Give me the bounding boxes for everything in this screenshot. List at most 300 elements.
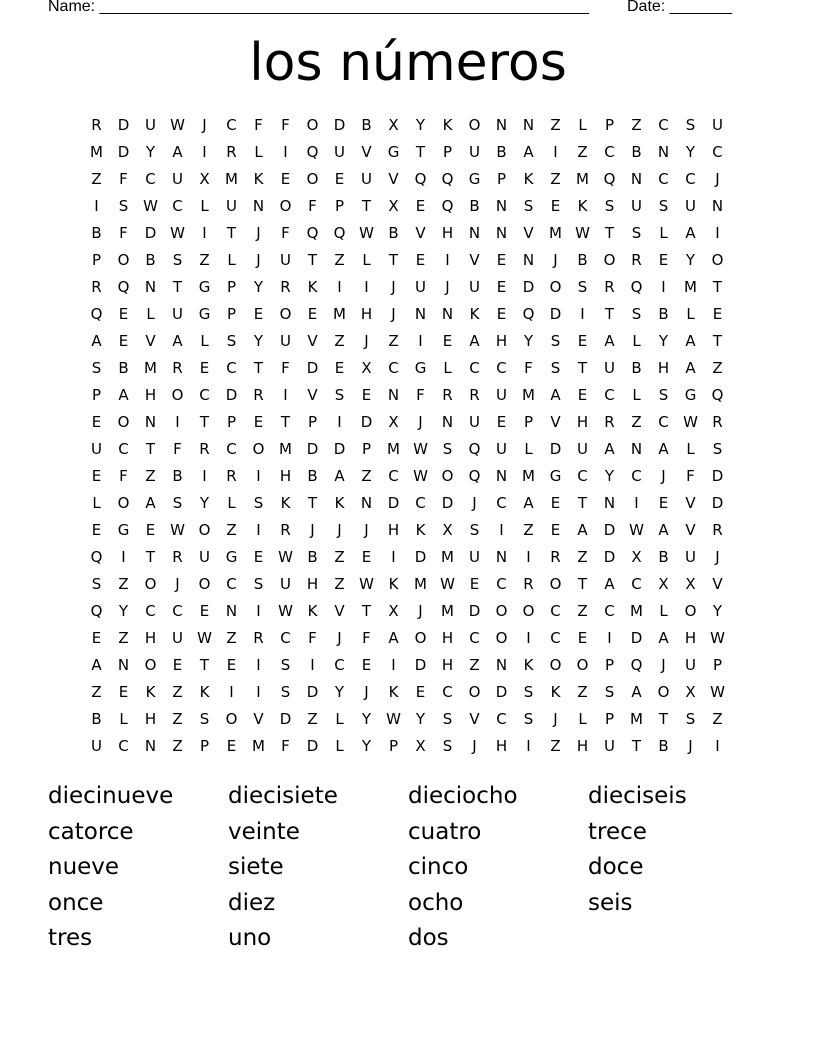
grid-letter: W (413, 440, 428, 458)
grid-letter: N (441, 305, 454, 323)
grid-letter: C (415, 494, 426, 512)
grid-letter: J (202, 116, 207, 134)
grid-letter: T (361, 197, 372, 215)
grid-letter: T (604, 224, 615, 242)
grid-letter: S (550, 332, 561, 350)
grid-letter: Y (658, 332, 669, 350)
grid-letter: J (391, 305, 396, 323)
grid-letter: E (91, 629, 102, 647)
word-list-item: once (48, 889, 104, 916)
grid-letter: Y (604, 467, 615, 485)
grid-letter: Z (334, 575, 345, 593)
grid-letter: T (577, 575, 588, 593)
grid-letter: E (199, 602, 210, 620)
grid-letter: M (441, 602, 454, 620)
grid-letter: O (468, 683, 481, 701)
grid-letter: B (658, 548, 669, 566)
grid-letter: W (197, 629, 212, 647)
grid-letter: F (119, 467, 128, 485)
grid-letter: R (280, 278, 291, 296)
grid-letter: J (418, 413, 423, 431)
grid-letter: E (361, 386, 372, 404)
grid-letter: S (604, 197, 615, 215)
grid-letter: I (256, 521, 261, 539)
grid-letter: P (604, 116, 615, 134)
grid-letter: N (441, 413, 454, 431)
grid-letter: W (683, 413, 698, 431)
word-list (48, 779, 768, 957)
grid-letter: L (578, 116, 587, 134)
grid-letter: Z (469, 656, 480, 674)
grid-letter: A (658, 521, 669, 539)
grid-letter: P (199, 737, 210, 755)
grid-letter: F (281, 737, 290, 755)
grid-row (83, 355, 731, 382)
grid-letter: D (549, 305, 562, 323)
grid-row (83, 193, 731, 220)
grid-letter: S (91, 359, 102, 377)
grid-letter: I (526, 737, 531, 755)
grid-letter: I (526, 629, 531, 647)
grid-letter: V (145, 332, 156, 350)
grid-letter: G (684, 386, 697, 404)
grid-letter: L (632, 332, 641, 350)
grid-letter: E (334, 359, 345, 377)
grid-letter: R (442, 386, 453, 404)
grid-letter: D (306, 440, 319, 458)
grid-letter: A (577, 521, 588, 539)
grid-letter: M (387, 440, 400, 458)
grid-letter: O (495, 602, 508, 620)
grid-letter: K (388, 575, 399, 593)
grid-letter: U (577, 440, 588, 458)
grid-letter: O (468, 116, 481, 134)
grid-letter: T (172, 278, 183, 296)
grid-letter: U (334, 143, 345, 161)
grid-letter: Z (631, 116, 642, 134)
grid-letter: E (334, 170, 345, 188)
word-list-item: cuatro (408, 818, 482, 845)
grid-letter: M (225, 170, 238, 188)
grid-letter: S (523, 197, 534, 215)
grid-letter: H (495, 737, 508, 755)
grid-letter: S (550, 359, 561, 377)
grid-letter: U (631, 197, 642, 215)
grid-letter: N (225, 602, 238, 620)
grid-letter: H (576, 737, 589, 755)
grid-letter: A (550, 386, 561, 404)
grid-letter: A (523, 494, 534, 512)
grid-letter: C (577, 467, 588, 485)
grid-letter: U (712, 116, 723, 134)
grid-letter: D (306, 683, 319, 701)
grid-letter: E (658, 494, 669, 512)
grid-letter: O (117, 251, 130, 269)
grid-letter: C (199, 386, 210, 404)
word-list-item: veinte (228, 818, 300, 845)
grid-letter: K (577, 197, 588, 215)
grid-letter: M (252, 737, 265, 755)
grid-letter: Z (307, 710, 318, 728)
grid-letter: T (388, 251, 399, 269)
grid-letter: N (522, 116, 535, 134)
grid-letter: D (711, 467, 724, 485)
grid-letter: I (256, 656, 261, 674)
grid-letter: U (604, 359, 615, 377)
grid-letter: U (91, 737, 102, 755)
grid-letter: O (252, 440, 265, 458)
grid-letter: W (710, 629, 725, 647)
grid-letter: F (119, 170, 128, 188)
grid-letter: D (333, 440, 346, 458)
grid-letter: J (364, 683, 369, 701)
grid-letter: C (226, 575, 237, 593)
name-field[interactable]: Name: _______________________________________________________ (48, 0, 589, 15)
grid-letter: Q (603, 170, 616, 188)
grid-letter: T (577, 359, 588, 377)
grid-letter: Q (441, 170, 454, 188)
grid-letter: B (469, 197, 480, 215)
grid-letter: T (658, 710, 669, 728)
grid-letter: Z (118, 629, 129, 647)
grid-letter: D (630, 629, 643, 647)
date-field[interactable]: Date: _______ (627, 0, 732, 15)
grid-letter: E (550, 494, 561, 512)
grid-letter: Z (712, 710, 723, 728)
grid-letter: Q (90, 602, 103, 620)
grid-letter: M (414, 575, 427, 593)
grid-letter: P (442, 143, 453, 161)
grid-letter: D (117, 116, 130, 134)
grid-letter: W (386, 710, 401, 728)
grid-letter: G (225, 548, 238, 566)
grid-letter: Y (712, 602, 723, 620)
grid-letter: I (229, 683, 234, 701)
grid-letter: A (658, 440, 669, 458)
grid-letter: J (337, 521, 342, 539)
grid-letter: N (495, 197, 508, 215)
grid-letter: E (577, 629, 588, 647)
grid-letter: J (715, 170, 720, 188)
grid-letter: U (469, 143, 480, 161)
grid-letter: V (550, 413, 561, 431)
grid-letter: W (278, 548, 293, 566)
grid-letter: C (604, 386, 615, 404)
grid-letter: U (226, 197, 237, 215)
grid-letter: V (523, 224, 534, 242)
grid-letter: T (307, 251, 318, 269)
grid-letter: T (145, 548, 156, 566)
grid-letter: I (256, 467, 261, 485)
grid-letter: C (604, 602, 615, 620)
grid-letter: S (658, 386, 669, 404)
grid-letter: M (549, 224, 562, 242)
grid-letter: N (630, 440, 643, 458)
grid-letter: X (685, 683, 696, 701)
grid-letter: S (334, 386, 345, 404)
grid-letter: U (91, 440, 102, 458)
grid-letter: L (146, 305, 155, 323)
word-list-item: uno (228, 925, 272, 952)
grid-letter: D (495, 683, 508, 701)
grid-letter: B (577, 251, 588, 269)
grid-letter: V (685, 521, 696, 539)
grid-letter: U (145, 116, 156, 134)
grid-letter: S (280, 683, 291, 701)
grid-letter: T (577, 494, 588, 512)
grid-letter: Y (145, 143, 156, 161)
grid-letter: B (145, 251, 156, 269)
grid-letter: O (495, 629, 508, 647)
grid-letter: L (443, 359, 452, 377)
grid-letter: A (91, 332, 102, 350)
grid-letter: J (175, 575, 180, 593)
grid-letter: O (279, 197, 292, 215)
grid-letter: Z (172, 683, 183, 701)
grid-letter: I (337, 413, 342, 431)
grid-letter: G (198, 278, 211, 296)
grid-letter: E (496, 251, 507, 269)
grid-letter: Z (226, 629, 237, 647)
grid-letter: P (226, 305, 237, 323)
grid-letter: O (549, 656, 562, 674)
grid-letter: S (577, 278, 588, 296)
grid-letter: W (575, 224, 590, 242)
grid-letter: O (414, 629, 427, 647)
grid-letter: J (445, 278, 450, 296)
grid-letter: E (172, 656, 183, 674)
grid-letter: O (306, 116, 319, 134)
grid-letter: C (631, 467, 642, 485)
grid-letter: G (549, 467, 562, 485)
grid-letter: Y (199, 494, 210, 512)
grid-letter: C (442, 683, 453, 701)
grid-letter: P (712, 656, 723, 674)
grid-letter: U (280, 332, 291, 350)
grid-letter: U (469, 278, 480, 296)
grid-letter: A (388, 629, 399, 647)
grid-letter: E (118, 683, 129, 701)
grid-letter: X (442, 521, 453, 539)
grid-letter: G (117, 521, 130, 539)
grid-letter: Q (630, 656, 643, 674)
grid-letter: A (631, 683, 642, 701)
grid-letter: E (145, 521, 156, 539)
grid-letter: T (712, 278, 723, 296)
grid-letter: R (712, 521, 723, 539)
word-list-item: cinco (408, 854, 469, 881)
grid-letter: U (361, 170, 372, 188)
grid-row (83, 463, 731, 490)
grid-letter: B (631, 143, 642, 161)
grid-letter: C (334, 656, 345, 674)
grid-letter: J (688, 737, 693, 755)
grid-letter: W (359, 575, 374, 593)
grid-letter: A (685, 332, 696, 350)
letter-grid (83, 112, 731, 760)
grid-letter: R (172, 359, 183, 377)
grid-letter: M (630, 602, 643, 620)
grid-letter: D (387, 494, 400, 512)
grid-letter: L (200, 332, 209, 350)
grid-letter: E (496, 413, 507, 431)
grid-letter: P (226, 413, 237, 431)
grid-letter: M (144, 359, 157, 377)
grid-letter: W (629, 521, 644, 539)
grid-letter: O (117, 413, 130, 431)
grid-letter: I (283, 143, 288, 161)
grid-letter: U (172, 629, 183, 647)
grid-letter: K (280, 494, 291, 512)
grid-letter: U (280, 251, 291, 269)
grid-letter: W (359, 224, 374, 242)
grid-letter: D (144, 224, 157, 242)
grid-row (83, 274, 731, 301)
grid-letter: F (686, 467, 695, 485)
grid-letter: R (253, 629, 264, 647)
grid-letter: W (710, 683, 725, 701)
grid-letter: C (388, 467, 399, 485)
grid-row (83, 598, 731, 625)
grid-letter: Q (414, 170, 427, 188)
word-list-item: catorce (48, 818, 134, 845)
grid-letter: N (360, 494, 373, 512)
grid-letter: U (685, 548, 696, 566)
grid-letter: U (685, 197, 696, 215)
grid-letter: O (549, 575, 562, 593)
grid-letter: T (253, 359, 264, 377)
grid-letter: P (91, 386, 102, 404)
grid-letter: S (469, 521, 480, 539)
grid-letter: K (307, 278, 318, 296)
grid-letter: M (441, 548, 454, 566)
grid-letter: A (604, 575, 615, 593)
grid-letter: X (388, 116, 399, 134)
grid-letter: T (631, 737, 642, 755)
grid-letter: Z (334, 251, 345, 269)
grid-row (83, 436, 731, 463)
grid-letter: K (550, 683, 561, 701)
grid-letter: D (279, 710, 292, 728)
grid-letter: K (253, 170, 264, 188)
grid-letter: S (712, 440, 723, 458)
word-list-item: diez (228, 889, 276, 916)
grid-row (83, 220, 731, 247)
grid-letter: M (630, 710, 643, 728)
grid-letter: R (226, 143, 237, 161)
grid-letter: X (361, 359, 372, 377)
grid-letter: U (172, 305, 183, 323)
grid-letter: I (256, 683, 261, 701)
grid-letter: I (121, 548, 126, 566)
grid-letter: D (522, 278, 535, 296)
grid-letter: I (526, 548, 531, 566)
grid-letter: Z (550, 170, 561, 188)
grid-letter: O (576, 656, 589, 674)
grid-letter: S (658, 197, 669, 215)
grid-letter: L (227, 494, 236, 512)
grid-letter: R (280, 521, 291, 539)
grid-letter: C (226, 359, 237, 377)
grid-letter: C (226, 440, 237, 458)
grid-letter: C (496, 710, 507, 728)
grid-letter: R (712, 413, 723, 431)
grid-letter: L (524, 440, 533, 458)
grid-letter: E (496, 305, 507, 323)
grid-letter: Q (306, 224, 319, 242)
grid-letter: Y (415, 116, 426, 134)
grid-letter: N (603, 494, 616, 512)
grid-letter: C (658, 116, 669, 134)
grid-letter: C (145, 602, 156, 620)
grid-letter: N (495, 548, 508, 566)
grid-letter: U (469, 548, 480, 566)
grid-letter: R (550, 548, 561, 566)
grid-row (83, 733, 731, 760)
grid-letter: H (576, 413, 589, 431)
grid-letter: C (496, 359, 507, 377)
grid-letter: M (522, 386, 535, 404)
grid-letter: I (445, 251, 450, 269)
grid-letter: S (253, 575, 264, 593)
grid-letter: M (333, 305, 346, 323)
grid-letter: Z (361, 467, 372, 485)
grid-letter: F (254, 116, 263, 134)
grid-letter: D (360, 413, 373, 431)
grid-letter: D (225, 386, 238, 404)
grid-letter: V (685, 494, 696, 512)
grid-letter: I (283, 386, 288, 404)
grid-letter: N (414, 305, 427, 323)
grid-letter: D (468, 602, 481, 620)
grid-letter: Z (172, 710, 183, 728)
grid-letter: T (415, 143, 426, 161)
grid-letter: H (144, 710, 157, 728)
grid-letter: S (172, 494, 183, 512)
grid-letter: C (550, 602, 561, 620)
grid-letter: A (685, 224, 696, 242)
grid-letter: Z (523, 521, 534, 539)
grid-letter: O (603, 251, 616, 269)
grid-letter: K (307, 602, 318, 620)
grid-letter: F (281, 116, 290, 134)
grid-row (83, 679, 731, 706)
grid-letter: H (360, 305, 373, 323)
page-title: los números (249, 33, 567, 93)
grid-letter: Q (90, 548, 103, 566)
word-list-item: trece (588, 818, 647, 845)
grid-letter: I (715, 224, 720, 242)
grid-letter: N (387, 386, 400, 404)
grid-letter: O (198, 575, 211, 593)
grid-letter: Z (91, 683, 102, 701)
grid-letter: E (361, 548, 372, 566)
grid-letter: Q (468, 467, 481, 485)
grid-row (83, 544, 731, 571)
grid-letter: I (553, 143, 558, 161)
grid-row (83, 517, 731, 544)
grid-letter: B (658, 305, 669, 323)
grid-letter: S (685, 116, 696, 134)
grid-letter: I (418, 332, 423, 350)
grid-letter: E (415, 683, 426, 701)
grid-letter: O (441, 467, 454, 485)
grid-letter: M (576, 170, 589, 188)
grid-letter: F (281, 224, 290, 242)
grid-letter: U (415, 278, 426, 296)
grid-letter: S (91, 575, 102, 593)
grid-letter: Y (253, 278, 264, 296)
